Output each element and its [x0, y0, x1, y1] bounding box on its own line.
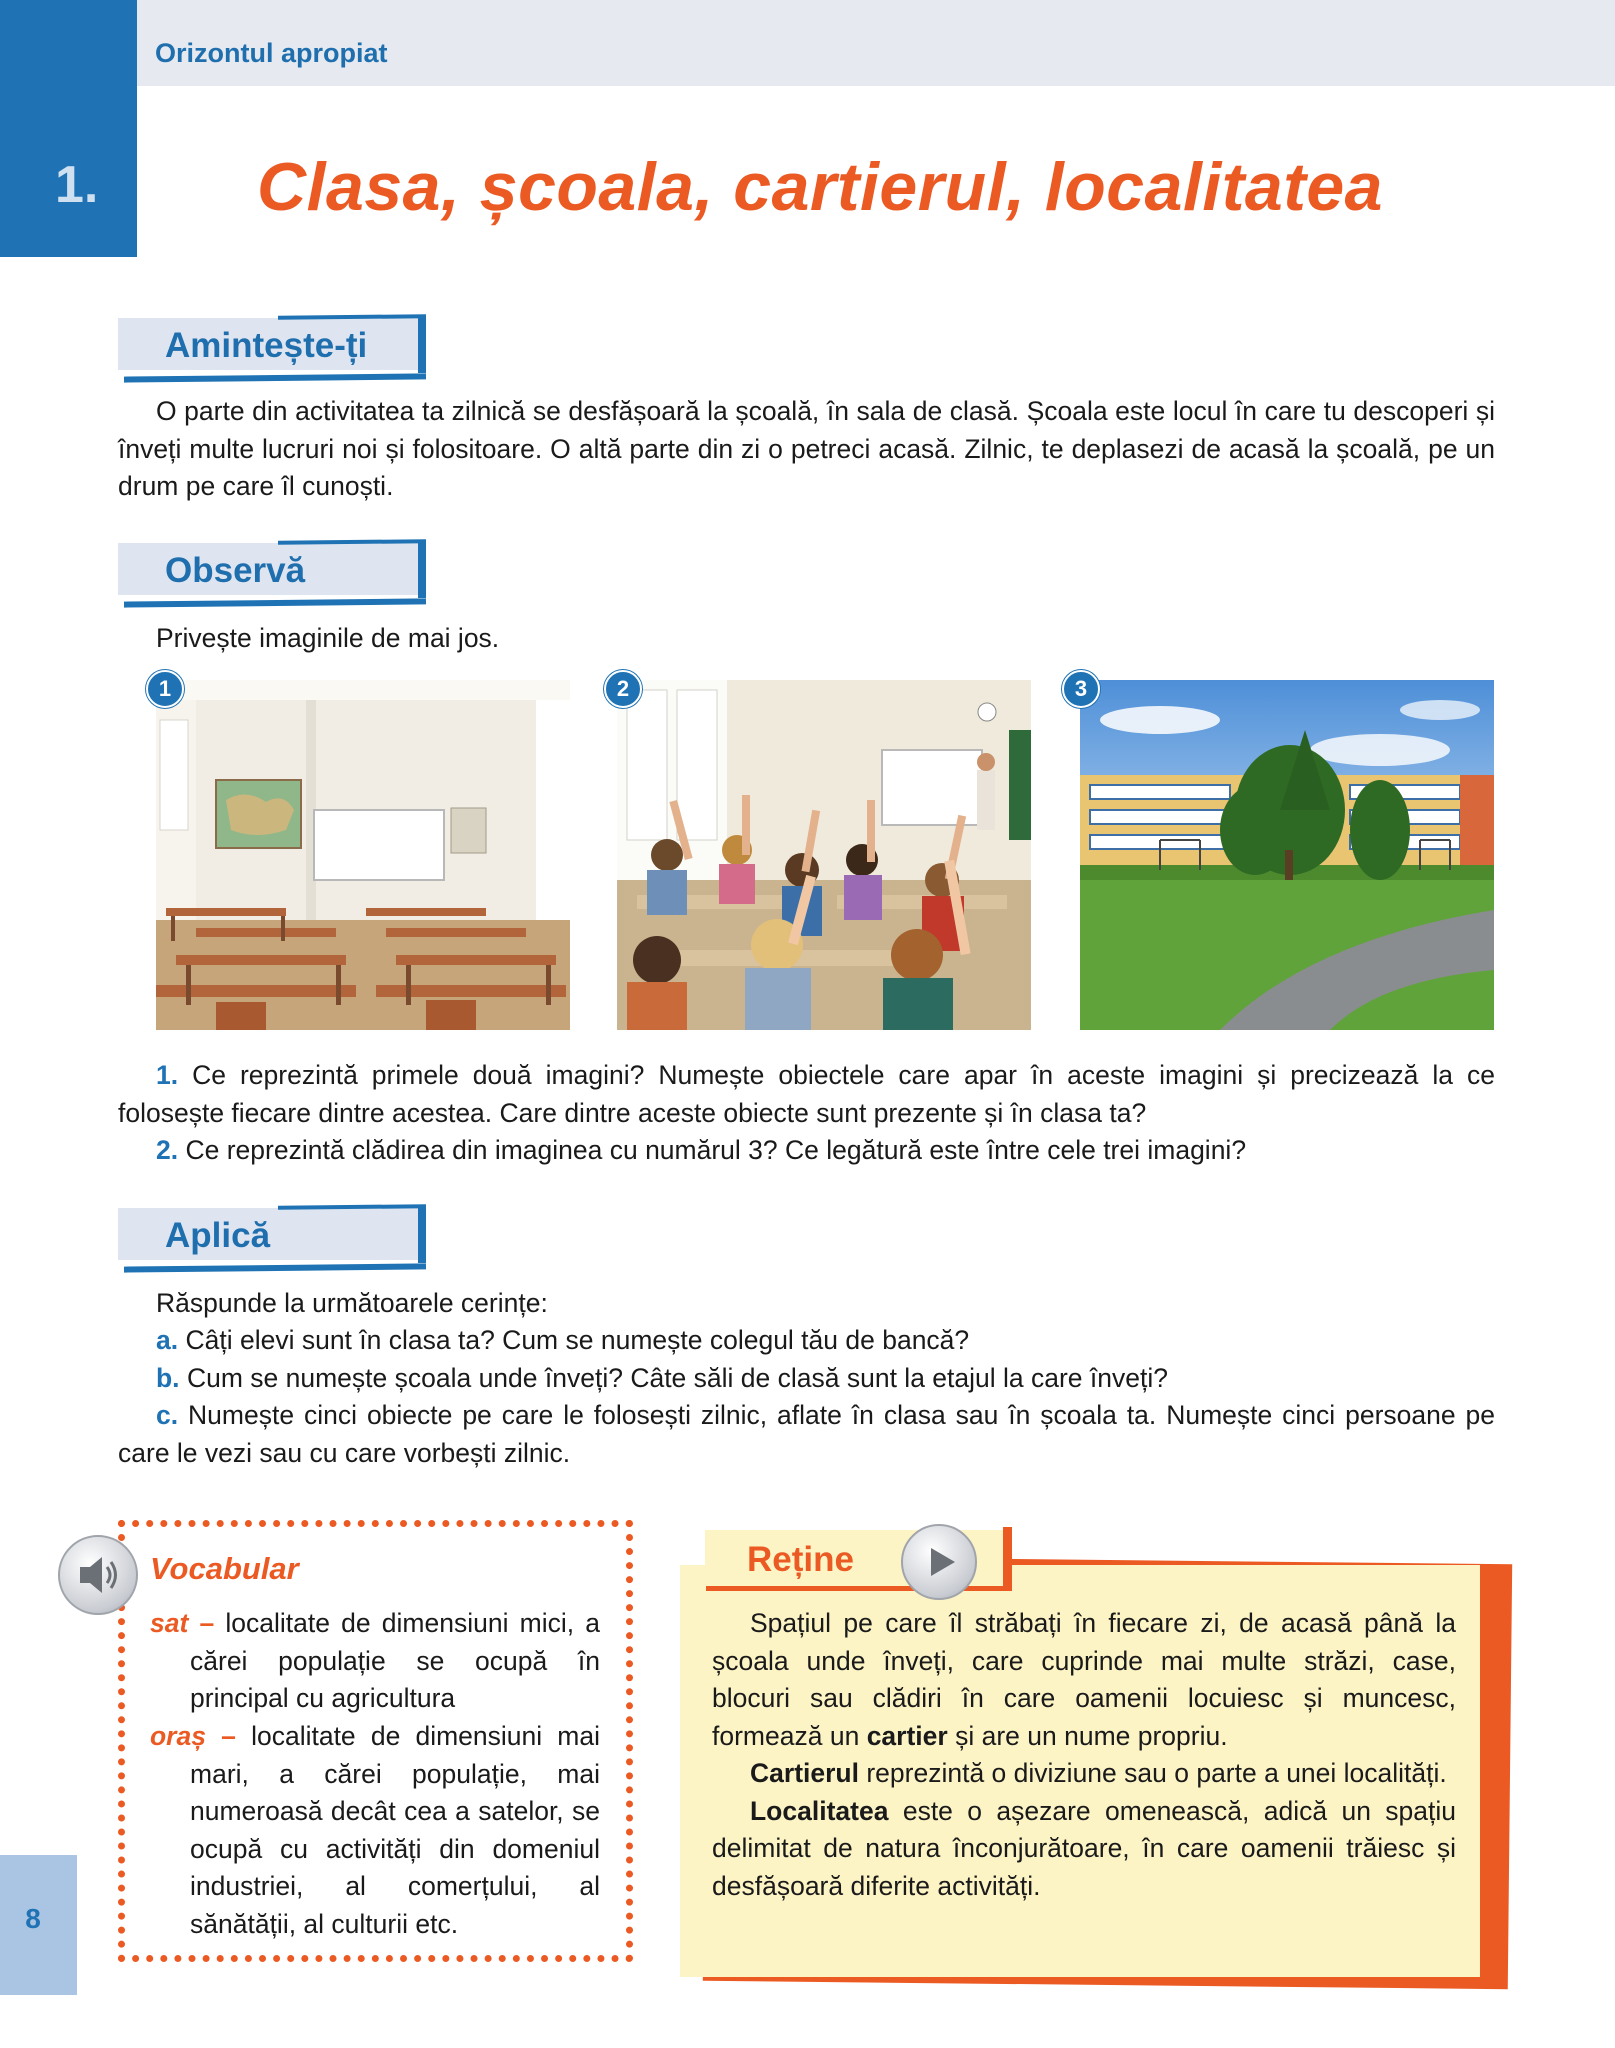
- heading-aplica: [118, 1208, 428, 1272]
- retine-paragraph-2: Cartierul reprezintă o diviziune sau o parte a unei localități.: [750, 1758, 1447, 1788]
- aminteste-text: O parte din activitatea ta zilnică se desfășoară la școală, în sala de clasă. Școala este locul în care tu descoperi și înveți multe lucruri noi și folositoare. O altă parte din zi o petreci acasă. Zilnic, te deplasezi de acasă la școală, pe un drum pe care îl cunoști.: [118, 396, 1495, 501]
- aplica-item-b-letter: b.: [156, 1363, 180, 1393]
- chapter-number: 1.: [55, 156, 99, 214]
- photo-school-building: [1080, 680, 1494, 1030]
- play-icon: [903, 1526, 975, 1598]
- vocab-definition-oras: localitate de dimensiuni mai mari, a cărei populație, mai numeroasă decât cea a satelor, se ocupă cu activități din domeniul industriei, al comerțului, al sănătății, al culturii etc.: [190, 1721, 600, 1939]
- vocab-entry-sat: [150, 1605, 600, 1718]
- vocab-dash-oras: –: [221, 1721, 236, 1751]
- heading-observa-label: Observă: [165, 551, 306, 590]
- retine-paragraph-1: Spațiul pe care îl străbați în fiecare zi, de acasă până la școala unde înveți, care cuprinde mai multe străzi, case, blocuri sau clădiri în care oamenii locuiesc și muncesc, formează un cartier și are un nume propriu.: [712, 1608, 1456, 1751]
- vocab-entry-oras: [150, 1718, 600, 1943]
- image-badge-1: 1: [146, 670, 184, 708]
- question-2: [156, 1132, 1496, 1170]
- question-2-text: Ce reprezintă clădirea din imaginea cu numărul 3? Ce legătură este între cele trei imagini?: [185, 1135, 1247, 1165]
- question-1-text: Ce reprezintă primele două imagini? Numește obiectele care apar în aceste imagini și precizează la ce folosește fiecare dintre acestea. Care dintre aceste obiecte sunt prezente și în clasa ta?: [118, 1060, 1495, 1128]
- observa-intro: Privește imaginile de mai jos.: [156, 623, 500, 653]
- photo-students: [617, 680, 1031, 1030]
- aplica-item-c: [118, 1397, 1495, 1472]
- vocab-term-sat: sat: [150, 1608, 189, 1638]
- heading-aplica-label: Aplică: [165, 1216, 271, 1255]
- image-badge-2: 2: [604, 670, 642, 708]
- speaker-icon: [60, 1537, 136, 1613]
- aplica-item-b-text: Cum se numește școala unde înveți? Câte săli de clasă sunt la etajul la care înveți?: [186, 1363, 1168, 1393]
- heading-aminteste: [118, 318, 428, 382]
- heading-observa: [118, 543, 428, 607]
- retine-text: [712, 1605, 1456, 1905]
- aplica-intro: Răspunde la următoarele cerințe:: [156, 1288, 548, 1318]
- vocab-term-oras: oraș: [150, 1721, 206, 1751]
- aplica-item-c-text: Numește cinci obiecte pe care le folosești zilnic, aflate în clasa sau în școala ta. Numește cinci persoane pe care le vezi sau cu care vorbești zilnic.: [118, 1400, 1495, 1468]
- retine-tab-bar: [1003, 1527, 1012, 1587]
- audio-speaker-button[interactable]: [58, 1535, 138, 1615]
- vocab-dash-sat: –: [199, 1608, 215, 1638]
- aplica-item-c-letter: c.: [156, 1400, 179, 1430]
- page-number: 8: [25, 1903, 41, 1934]
- aplica-item-b: [156, 1360, 1496, 1398]
- section-label: Orizontul apropiat: [155, 38, 388, 68]
- play-button[interactable]: [901, 1524, 977, 1600]
- retine-paragraph-3: Localitatea este o așezare omenească, adică un spațiu delimitat de natura înconjurătoare, în care oamenii trăiesc și desfășoară diferite activități.: [712, 1795, 1457, 1901]
- aplica-item-a-letter: a.: [156, 1325, 179, 1355]
- photo-classroom: [156, 680, 570, 1030]
- question-2-number: 2.: [156, 1135, 179, 1165]
- question-1-number: 1.: [156, 1060, 179, 1090]
- image-badge-3: 3: [1062, 670, 1100, 708]
- vocabulary-title: Vocabular: [150, 1551, 299, 1586]
- heading-aminteste-label: Amintește-ți: [165, 326, 368, 365]
- aplica-item-a-text: Câți elevi sunt în clasa ta? Cum se numește colegul tău de bancă?: [185, 1325, 970, 1355]
- retine-title: Reține: [747, 1540, 854, 1579]
- question-1: [118, 1057, 1495, 1132]
- page-title: Clasa, școala, cartierul, localitatea: [257, 149, 1383, 225]
- aplica-item-a: [156, 1322, 1496, 1360]
- vocab-definition-sat: localitate de dimensiuni mici, a cărei populație se ocupă în principal cu agricultura: [190, 1608, 600, 1713]
